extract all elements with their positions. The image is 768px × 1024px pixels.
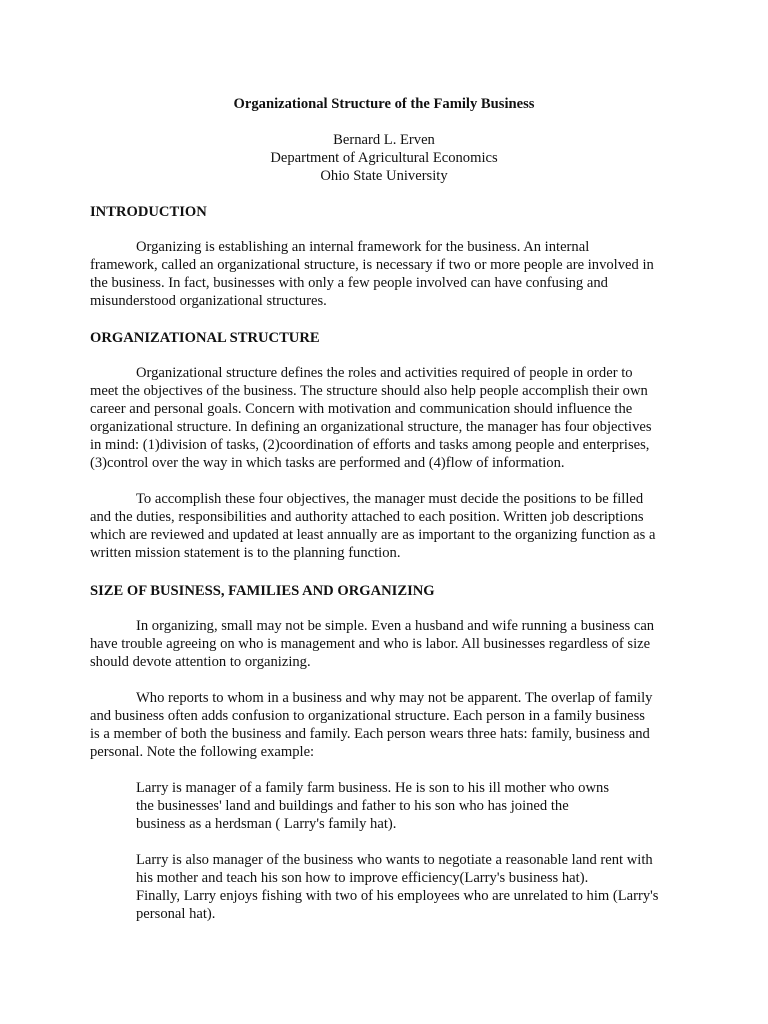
paragraph-line: the business. In fact, businesses with only a few people involved can have confusing and xyxy=(90,275,608,291)
section-heading-size-of-business: SIZE OF BUSINESS, FAMILIES AND ORGANIZING xyxy=(90,583,435,599)
example-line: his mother and teach his son how to improve efficiency(Larry's business hat). xyxy=(136,870,589,886)
paragraph-line: written mission statement is to the planning function. xyxy=(90,545,401,561)
paragraph-line: should devote attention to organizing. xyxy=(90,654,311,670)
paragraph-line: To accomplish these four objectives, the manager must decide the positions to be filled xyxy=(136,491,644,507)
example-line: Larry is also manager of the business who wants to negotiate a reasonable land rent with xyxy=(136,852,653,868)
author-name: Bernard L. Erven xyxy=(333,132,435,148)
paragraph-line: career and personal goals. Concern with motivation and communication should influence the xyxy=(90,401,633,417)
paragraph-line: organizational structure. In defining an organizational structure, the manager has four objectives xyxy=(90,419,652,435)
paragraph-line: Organizing is establishing an internal framework for the business. An internal xyxy=(136,239,590,255)
paragraph-line: misunderstood organizational structures. xyxy=(90,293,327,309)
author-university: Ohio State University xyxy=(320,168,448,184)
paragraph-line: personal. Note the following example: xyxy=(90,744,315,760)
author-department: Department of Agricultural Economics xyxy=(270,150,498,166)
paragraph-line: meet the objectives of the business. The structure should also help people accomplish their own xyxy=(90,383,648,399)
paragraph-line: framework, called an organizational structure, is necessary if two or more people are involved in xyxy=(90,257,654,273)
example-line: Larry is manager of a family farm business. He is son to his ill mother who owns xyxy=(136,780,609,796)
section-heading-organizational-structure: ORGANIZATIONAL STRUCTURE xyxy=(90,330,320,346)
example-line: Finally, Larry enjoys fishing with two of his employees who are unrelated to him (Larry's xyxy=(136,888,659,904)
paragraph-line: and business often adds confusion to organizational structure. Each person in a family business xyxy=(90,708,645,724)
example-line: the businesses' land and buildings and father to his son who has joined the xyxy=(136,798,569,814)
paragraph-line: Organizational structure defines the roles and activities required of people in order to xyxy=(136,365,633,381)
paragraph-line: Who reports to whom in a business and why may not be apparent. The overlap of family xyxy=(136,690,653,706)
example-line: business as a herdsman ( Larry's family hat). xyxy=(136,816,397,832)
example-line: personal hat). xyxy=(136,906,216,922)
paragraph-line: and the duties, responsibilities and authority attached to each position. Written job descriptions xyxy=(90,509,644,525)
paragraph-line: (3)control over the way in which tasks are performed and (4)flow of information. xyxy=(90,455,565,471)
section-heading-introduction: INTRODUCTION xyxy=(90,204,207,220)
document-title: Organizational Structure of the Family Business xyxy=(233,96,535,112)
paragraph-line: in mind: (1)division of tasks, (2)coordination of efforts and tasks among people and enterprises, xyxy=(90,437,650,453)
paragraph-line: have trouble agreeing on who is management and who is labor. All businesses regardless of size xyxy=(90,636,651,652)
paragraph-line: is a member of both the business and family. Each person wears three hats: family, business and xyxy=(90,726,650,742)
paragraph-line: In organizing, small may not be simple. Even a husband and wife running a business can xyxy=(136,618,655,634)
paragraph-line: which are reviewed and updated at least annually are as important to the organizing function as a xyxy=(90,527,656,543)
